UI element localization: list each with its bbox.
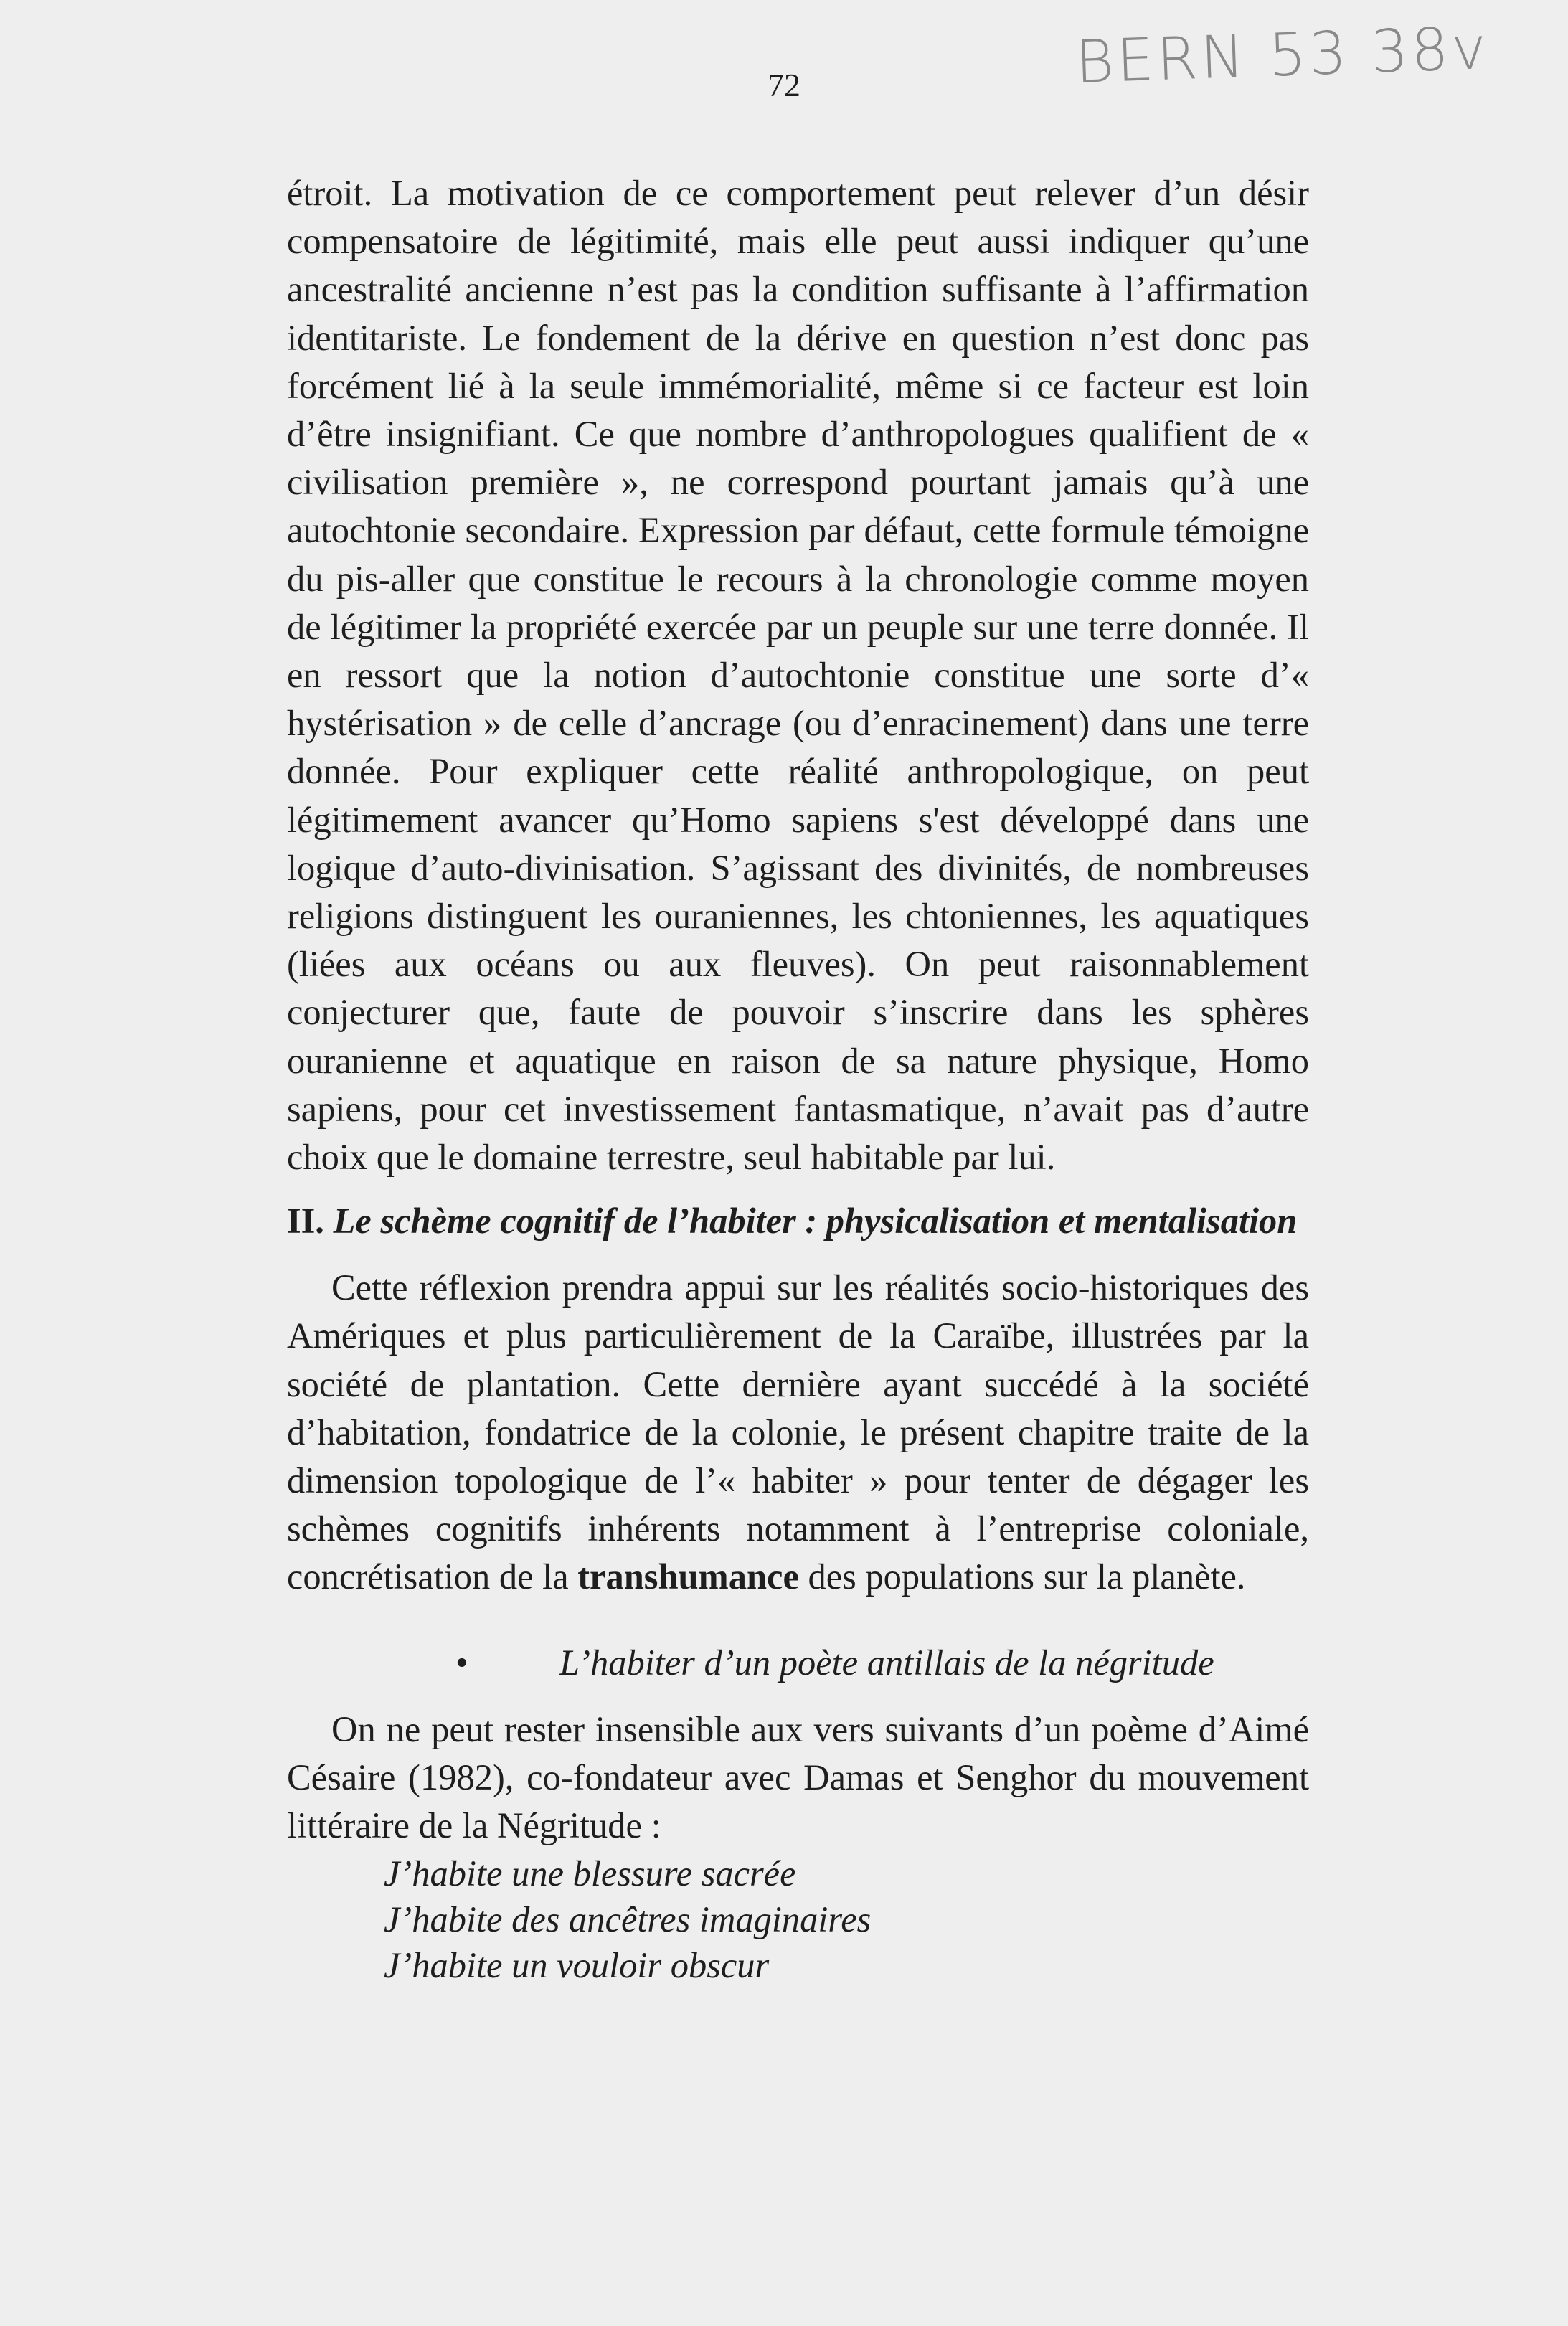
- handwritten-archive-note: BERN 53 38v: [1074, 14, 1491, 98]
- body-paragraph-2: [287, 1264, 1309, 1601]
- subheading-title: L’habiter d’un poète antillais de la négritude: [559, 1642, 1214, 1683]
- page-number: 72: [768, 67, 800, 103]
- section-title: Le schème cognitif de l’habiter : physicalisation et mentalisation: [333, 1201, 1298, 1242]
- section-heading: [287, 1197, 1309, 1245]
- bold-term: transhumance: [577, 1556, 799, 1597]
- paragraph-2-text-start: Cette réflexion prendra appui sur les réalités socio-historiques des Amériques et plus particulièrement de la Caraïbe, illustrées par la société de plantation. Cette dernière ayant succédé à la société d’habitation, fondatrice de la colonie, le présent chapitre traite de la dimension topologique de l’« habiter » pour tenter de dégager les schèmes cognitifs inhérents notamment à l’entreprise coloniale, concrétisation de la: [287, 1267, 1309, 1597]
- poem-line: J’habite des ancêtres imaginaires: [384, 1899, 872, 1939]
- subheading: [287, 1639, 1309, 1687]
- section-number: II.: [287, 1201, 324, 1242]
- bullet-icon: •: [455, 1642, 468, 1683]
- paragraph-2-text-end: des populations sur la planète.: [798, 1556, 1246, 1597]
- poem-line: J’habite un vouloir obscur: [384, 1944, 770, 1985]
- page-body: [287, 169, 1309, 1988]
- body-paragraph-1: étroit. La motivation de ce comportement peut relever d’un désir compensatoire de légitimité, mais elle peut aussi indiquer qu’une ancestralité ancienne n’est pas la condition suffisante à l’affirmation identitariste. Le fondement de la dérive en question n’est donc pas forcément lié à la seule immémorialité, même si ce facteur est loin d’être insignifiant. Ce que nombre d’anthropologues qualifient de « civilisation première », ne correspond pourtant jamais qu’à une autochtonie secondaire. Expression par défaut, cette formule témoigne du pis-aller que constitue le recours à la chronologie comme moyen de légitimer la propriété exercée par un peuple sur une terre donnée. Il en ressort que la notion d’autochtonie constitue une sorte d’« hystérisation » de celle d’ancrage (ou d’enracinement) dans une terre donnée. Pour expliquer cette réalité anthropologique, on peut légitimement avancer qu’Homo sapiens s'est développé dans une logique d’auto-divinisation. S’agissant des divinités, de nombreuses religions distinguent les ouraniennes, les chtoniennes, les aquatiques (liées aux océans ou aux fleuves). On peut raisonnablement conjecturer que, faute de pouvoir s’inscrire dans les sphères ouranienne et aquatique en raison de sa nature physique, Homo sapiens, pour cet investissement fantasmatique, n’avait pas d’autre choix que le domaine terrestre, seul habitable par lui.: [287, 173, 1309, 1178]
- poem-line: J’habite une blessure sacrée: [384, 1853, 796, 1894]
- body-paragraph-3: On ne peut rester insensible aux vers suivants d’un poème d’Aimé Césaire (1982), co-fondateur avec Damas et Senghor du mouvement littéraire de la Négritude :: [287, 1708, 1309, 1846]
- poem-excerpt: [287, 1850, 1309, 1988]
